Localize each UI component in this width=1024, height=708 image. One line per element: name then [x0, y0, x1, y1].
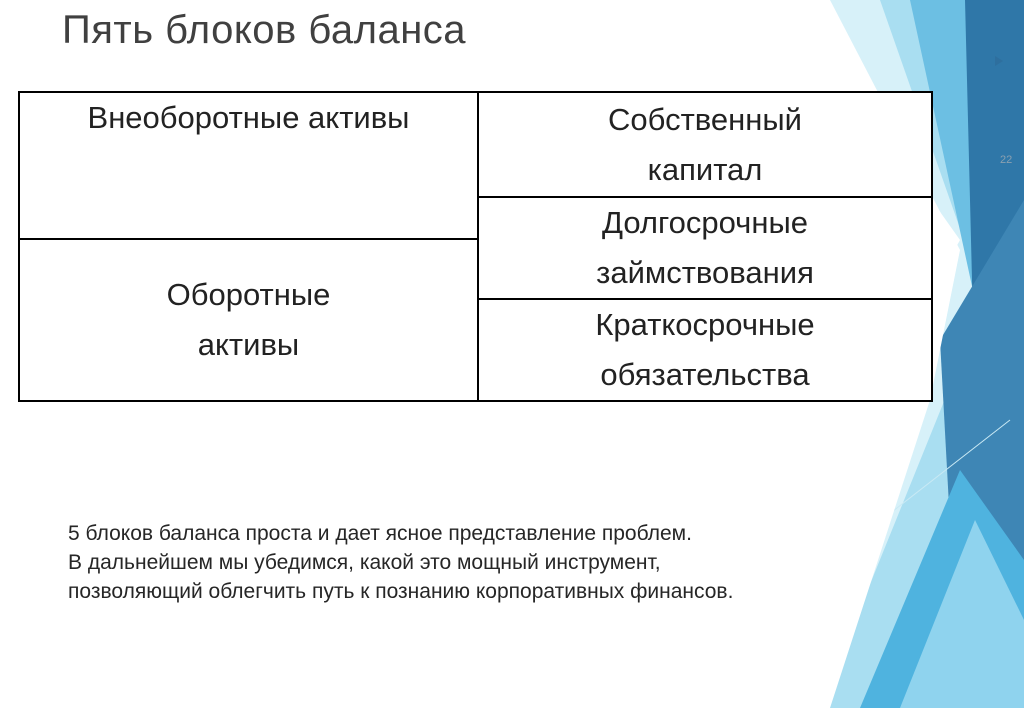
page-title: Пять блоков баланса — [62, 8, 467, 52]
summary-note — [68, 519, 948, 606]
non-current-assets-cell — [19, 92, 478, 239]
long-term-borrowings-cell — [478, 197, 932, 299]
equity-label: Собственный капитал — [608, 101, 802, 187]
current-assets-label: Оборотные активы — [166, 277, 331, 362]
non-current-assets-label: Внеоборотные активы — [87, 100, 410, 135]
long-term-borrowings-label: Долгосрочные займствования — [596, 205, 814, 290]
equity-cell — [478, 92, 932, 197]
slide-number: 22 — [1000, 154, 1013, 166]
note-line-2: В дальнейшем мы убедимся, какой это мощный инструмент, — [68, 551, 661, 574]
short-term-liabilities-label: Краткосрочные обязательства — [595, 307, 815, 392]
note-line-1: 5 блоков баланса проста и дает ясное представление проблем. — [68, 522, 692, 545]
current-assets-cell — [19, 239, 478, 401]
note-line-3: позволяющий облегчить путь к познанию корпоративных финансов. — [68, 580, 734, 603]
balance-table — [18, 91, 933, 402]
short-term-liabilities-cell — [478, 299, 932, 401]
